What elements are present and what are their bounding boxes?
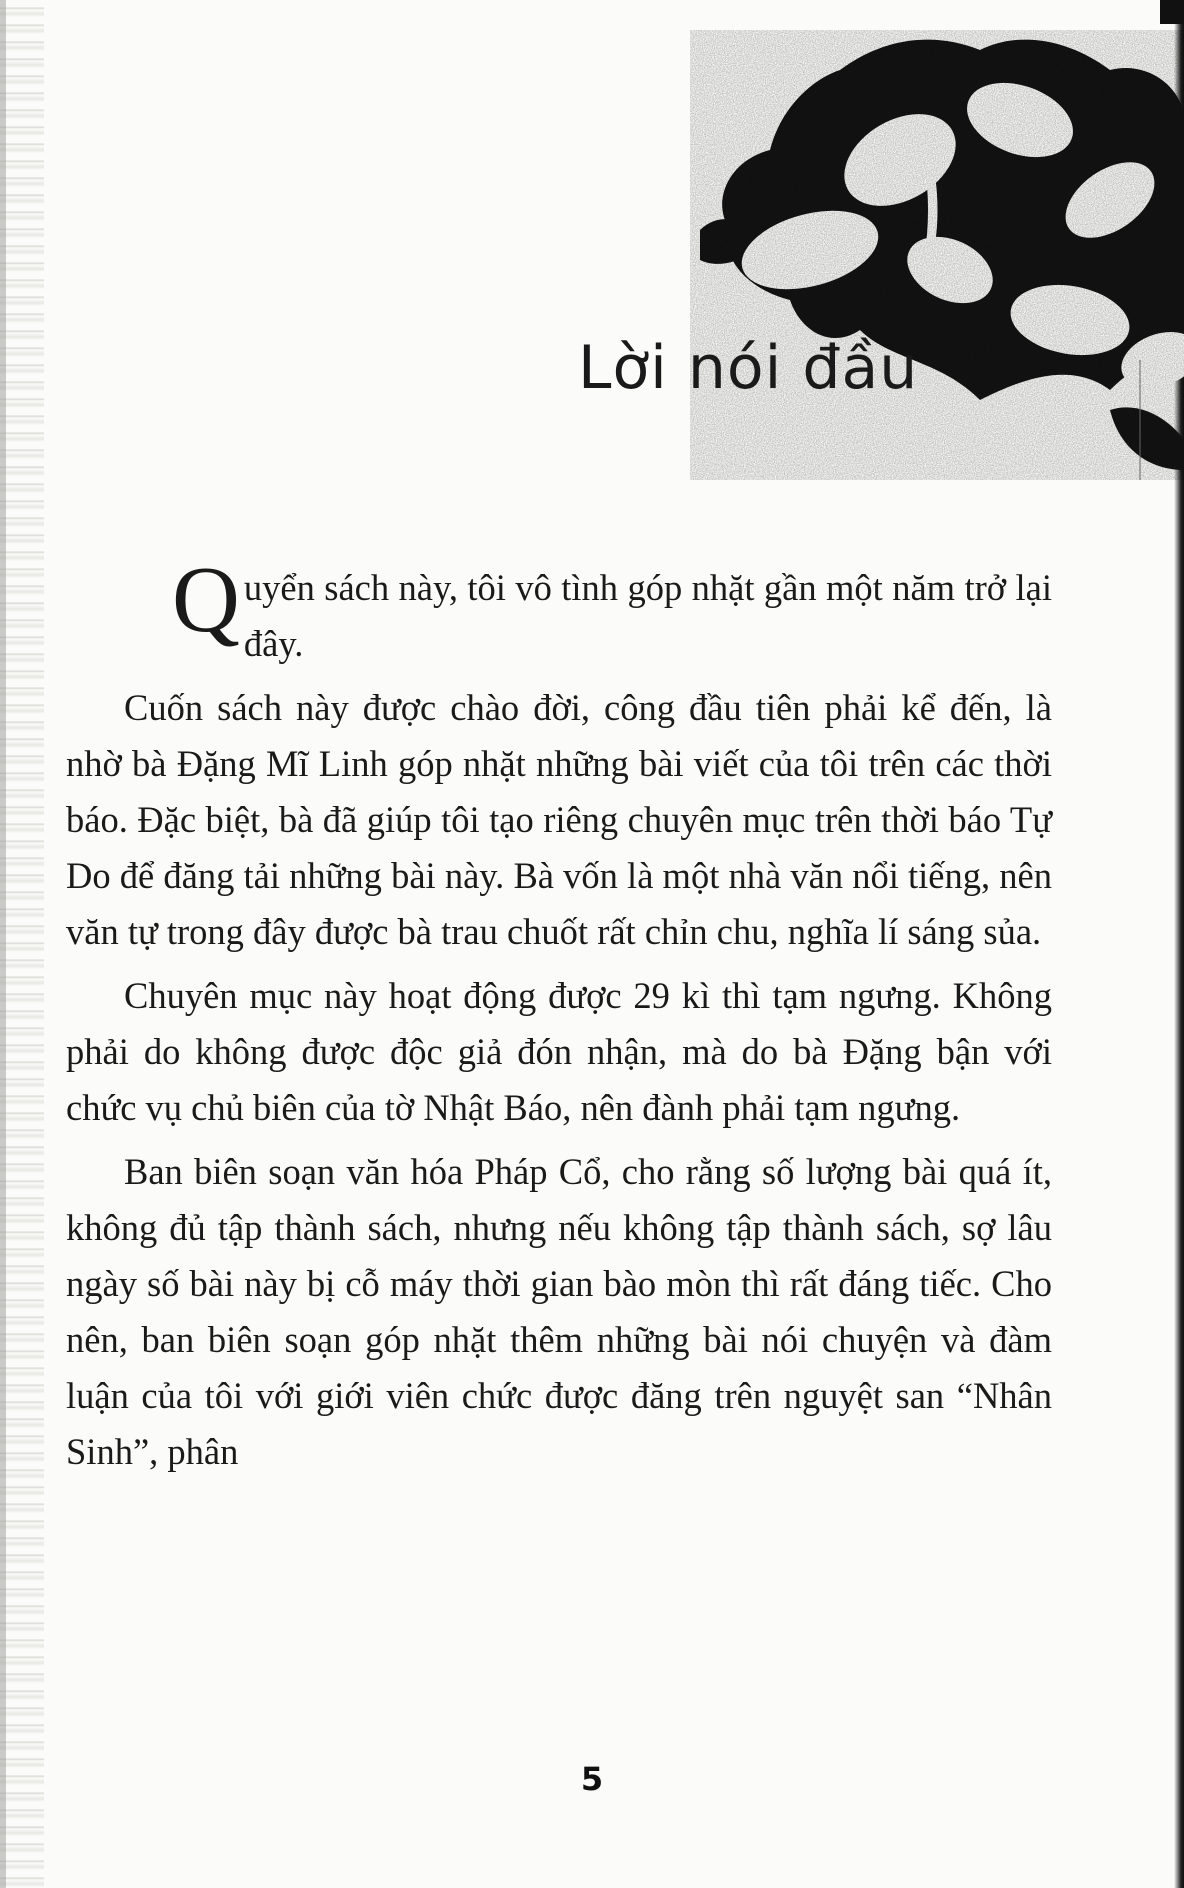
- header-illustration: [690, 30, 1184, 480]
- binding-gutter: [0, 0, 44, 1888]
- paragraph-3: Chuyên mục này hoạt động được 29 kì thì tạm ngưng. Không phải do không được độc giả đón nhận, mà do bà Đặng bận với chức vụ chủ biên của tờ Nhật Báo, nên đành phải tạm ngưng.: [66, 975, 1052, 1128]
- corner-mark: [1160, 0, 1184, 24]
- paragraph-1: [66, 548, 1052, 672]
- body-text: [66, 548, 1052, 1488]
- chapter-title: Lời nói đầu: [578, 333, 919, 403]
- paragraph-4: Ban biên soạn văn hóa Pháp Cổ, cho rằng số lượng bài quá ít, không đủ tập thành sách, nhưng nếu không tập thành sách, sợ lâu ngày số bài này bị cỗ máy thời gian bào mòn thì rất đáng tiếc. Cho nên, ban biên soạn góp nhặt thêm những bài nói chuyện và đàm luận của tôi với giới viên chức được đăng trên nguyệt san “Nhân Sinh”, phân: [66, 1151, 1052, 1472]
- page-edge-left: [0, 0, 6, 1888]
- paragraph-1-text: uyển sách này, tôi vô tình góp nhặt gần một năm trở lại đây.: [243, 567, 1052, 664]
- paragraph-2: Cuốn sách này được chào đời, công đầu tiên phải kể đến, là nhờ bà Đặng Mĩ Linh góp nhặt những bài viết của tôi trên các thời báo. Đặc biệt, bà đã giúp tôi tạo riêng chuyên mục trên thời báo Tự Do để đăng tải những bài này. Bà vốn là một nhà văn nổi tiếng, nên văn tự trong đây được bà trau chuốt rất chỉn chu, nghĩa lí sáng sủa.: [66, 687, 1052, 952]
- drop-cap: Q: [172, 548, 240, 652]
- page-number: 5: [580, 1760, 604, 1798]
